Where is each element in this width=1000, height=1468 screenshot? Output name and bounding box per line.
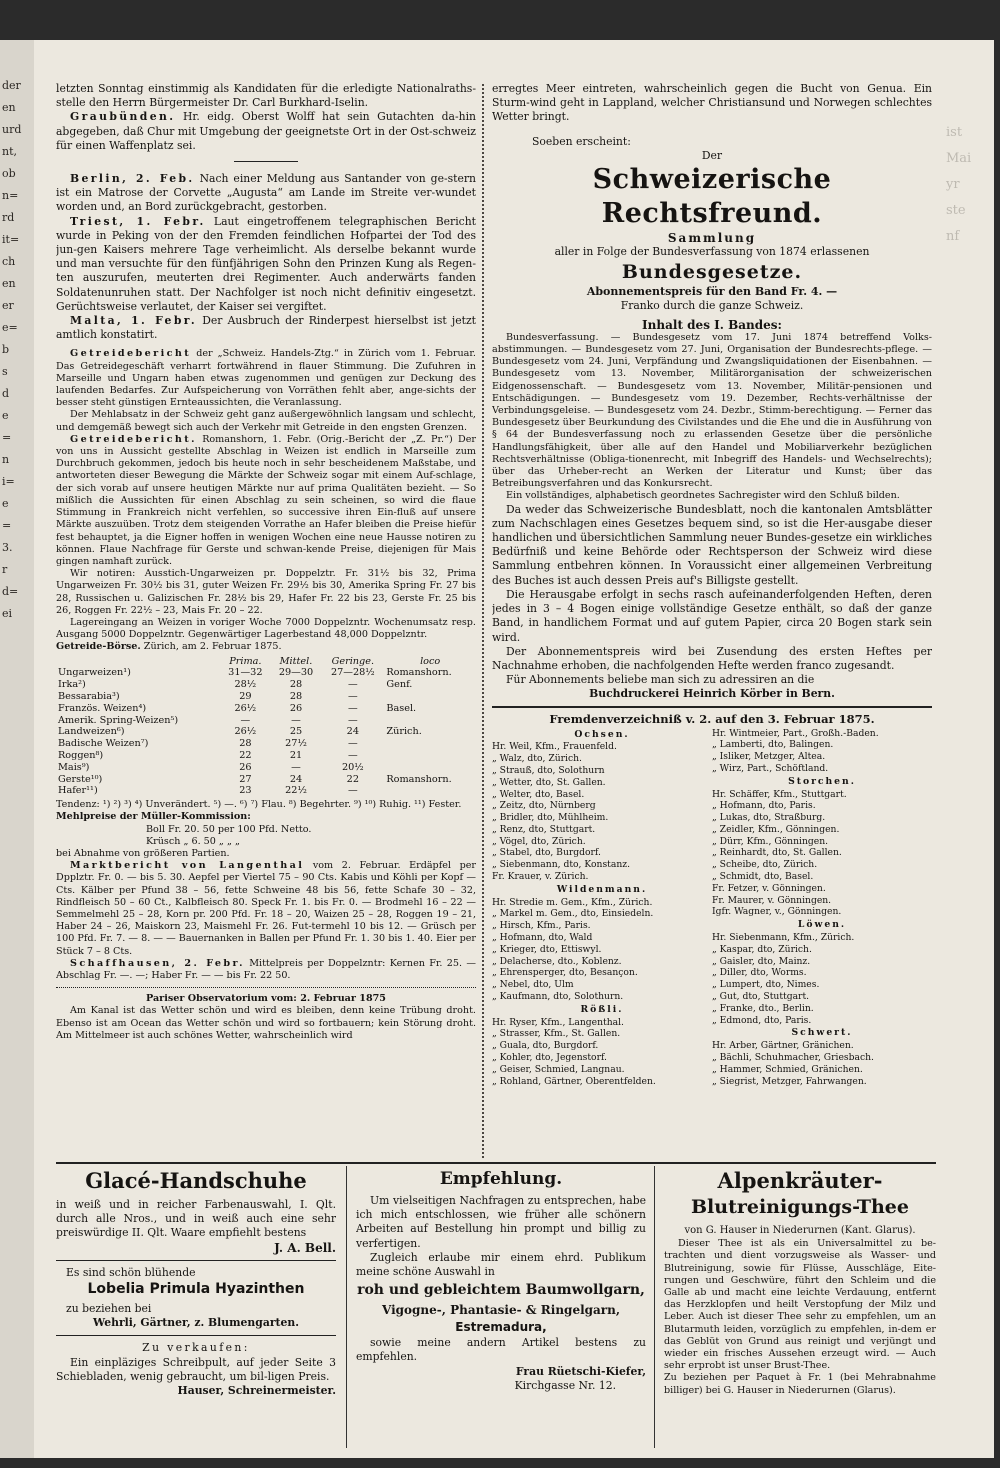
bleed-fragment: yr [946, 177, 960, 192]
article-getr2 [56, 434, 476, 568]
register-text: Ein vollständiges, alphabetisch geordnetes Sachregister wird den Schluß bilden. [506, 490, 900, 502]
franko-label: Franko durch die ganze Schweiz. [620, 299, 804, 313]
guest-entry: „ Dürr, Kfm., Gönningen. [712, 835, 829, 847]
lobelia-signature: Wehrli, Gärtner, z. Blumengarten. [93, 1316, 299, 1330]
boerse-cell: — [347, 690, 358, 702]
prev-page-fragment: nt, [2, 145, 18, 158]
guest-entry: „ Kaspar, dto, Zürich. [712, 943, 812, 955]
boerse-col-header: Mittel. [279, 655, 313, 667]
pult-heading: Zu verkaufen: [142, 1341, 250, 1355]
boerse-cell: — [347, 714, 358, 726]
article-text: der „Schweiz. Handels-Ztg.“ in Zürich vom 1. Februar. Das Getreidegeschäft verharrt fortwährend in flauer Stimmung. Die Zufuhren in Marseille und Ungarn haben etwas zugenommen und genügen zur Deckung des laufenden Bedarfes. Zur Aufspeicherung von Vorräthen fehlt aber, ange-sichts der besser steht günstigen Ernteaussichten, die Veranlassung. [56, 348, 476, 409]
rechtsfreund-advert [492, 135, 932, 702]
boerse-cell: 24 [289, 773, 303, 785]
boerse-header-spacer [56, 656, 220, 668]
boerse-col-header: loco [420, 655, 441, 667]
guest-entry: „ Franke, dto., Berlin. [712, 1002, 814, 1014]
boerse-cell: — [347, 749, 358, 761]
empfehlung-title: Empfehlung. [439, 1169, 563, 1189]
article-malta [56, 314, 476, 342]
boerse-cell: 21 [289, 749, 303, 761]
ads-top-rule [56, 1162, 936, 1164]
guest-entry: Hr. Siebenmann, Kfm., Zürich. [712, 932, 855, 944]
baumwollgarn-line: roh und gebleichtem Baumwollgarn, [357, 1282, 645, 1299]
ad-divider-2 [654, 1166, 655, 1448]
boerse-cell: Zürich. [386, 726, 422, 738]
ad-separator [56, 1260, 336, 1261]
prev-page-fragment: der [2, 79, 21, 92]
boerse-cell: Genf. [386, 679, 413, 691]
ads-middle-column [356, 1168, 646, 1448]
article-getr1b [56, 409, 476, 433]
prev-page-fragment: = [2, 519, 12, 532]
fremdenverzeichnis-heading [492, 706, 932, 726]
article-text: Laut eingetroffenem telegraphischen Bericht wurde in Peking von der den Fremden feindlichen Hofpartei der Tod des jun-gen Kaisers mehrere Tage verheimlicht. Als derselbe bekannt wurde und man versuchte für den fünfjährigen Sohn den Prinzen Kung als Regen-ten auszurufen, meuterten drei Regimenter. Auch anderwärts fanden Soldatenunruhen statt. Der Nachfolger ist noch nicht definitiv eingesetzt. Gerüchtsweise verlautet, der Kaiser sei vergiftet. [56, 214, 476, 313]
alpen-title-2: Blutreinigungs-Thee [691, 1196, 909, 1218]
lobelia-bezug: zu beziehen bei [66, 1302, 152, 1316]
glace-title: Glacé-Handschuhe [85, 1168, 307, 1193]
article-heading: Schaffhausen, 2. Febr. [70, 957, 245, 969]
boerse-cell: 28½ [234, 679, 257, 691]
guest-entry: „ Scheibe, dto, Zürich. [712, 859, 818, 871]
bleed-fragment: nf [946, 229, 960, 244]
column-divider [482, 84, 484, 1158]
pult-text: Ein einpläziges Schreibpult, auf jeder Seite 3 Schiebladen, wenig gebraucht, um bil-ligen Preis. [56, 1355, 336, 1383]
boerse-cell: — [347, 679, 358, 691]
boerse-place: Zürich, am 2. Februar 1875. [143, 641, 282, 653]
boerse-cell: 27 [239, 773, 252, 785]
prev-page-fragment: n= [2, 189, 19, 202]
fremden-left-list [492, 728, 712, 1088]
boerse-cell: Romanshorn. [386, 667, 452, 679]
empfehlung-p1: Um vielseitigen Nachfragen zu entsprechen, habe ich mich entschlossen, wie früher alle schönern Arbeiten auf Bestellung hin prompt und billig zu verfertigen. [356, 1194, 646, 1250]
guest-entry: Hr. Stredie m. Gem., Kfm., Zürich. [492, 896, 653, 908]
alpen-text: Dieser Thee ist als ein Universalmittel zu be-trachten und dient vorzugsweise als Wasser- und Blutreinigung, sowie für Flüsse, Ausschläge, Eite-rungen und Geschwüre, führt den Schleim und die Galle ab und macht eine leichte Verdauung, entfernt das Herzklopfen und heilt Verstopfung der Milz und Leber. Auch ist dieser Thee sehr zu empfehlen, um an Blutarmuth leiden, vorzüglich zu empfehlen, in-dem er das Geblüt von Grund aus reinigt und verjüngt und wieder ein frisches Aussehen erzeugt wird. — Auch sehr erprobt ist unser Brust-Thee. [664, 1238, 936, 1372]
right-column [492, 82, 932, 1162]
boerse-table [56, 656, 476, 798]
soeben-label: Soeben erscheint: [532, 134, 631, 148]
article-getr2b [56, 568, 476, 617]
next-page-bleed [946, 120, 986, 420]
article-text: Der Ausbruch der Rinderpest hierselbst ist jetzt amtlich konstatirt. [56, 314, 476, 342]
mehl-row: Krüsch „ 6. 50 „ „ „ [146, 835, 240, 847]
prev-page-fragment: n [2, 453, 10, 466]
guest-entry: „ Diller, dto, Worms. [712, 967, 807, 979]
boerse-cell: 27½ [285, 738, 307, 750]
prev-page-fragment: d= [2, 585, 19, 598]
prev-page-fragment: e= [2, 321, 18, 334]
article-text: Wir notiren: Ausstich-Ungarweizen pr. Doppelztr. Fr. 31½ bis 32, Prima Ungarweizen Fr. 30½ bis 31, guter Weizen Fr. 29½ bis 30, Amerika Spring Fr. 27 bis 28, Russischen u. Galizischen Fr. 28½ bis 29, Hafer Fr. 22 bis 23, Gerste Fr. 25 bis 26, Roggen Fr. 22½ – 23, Mais Fr. 20 – 22. [56, 568, 476, 616]
boerse-cell [384, 691, 476, 703]
guest-entry: „ Vögel, dto, Zürich. [492, 835, 586, 847]
boerse-cell: 28 [289, 690, 303, 702]
boerse-cell: 26 [289, 702, 303, 714]
boerse-col-header: Prima. [229, 655, 262, 667]
ad-divider-1 [346, 1166, 347, 1448]
hotel-name: Rößli. [580, 1003, 624, 1015]
boerse-header-row [56, 656, 476, 668]
boerse-cell: 26 [239, 761, 252, 773]
boerse-col-header: Geringe. [331, 655, 375, 667]
article-berlin [56, 172, 476, 215]
boerse-cell: Romanshorn. [386, 773, 452, 785]
article-text: Lagereingang an Weizen in voriger Woche 7000 Doppelzntr. Wochenumsatz resp. Ausgang 5000 Doppelzntr. Gegenwärtiger Lagerbestand 48,000 Doppelzntr. [56, 616, 476, 641]
article-heading: Getreidebericht [70, 348, 192, 360]
section-rule [56, 987, 476, 988]
ads-right-column [664, 1168, 936, 1448]
boerse-cell: — [240, 714, 251, 726]
prev-page-fragment: er [2, 299, 14, 312]
boerse-row [56, 785, 476, 797]
article-schaff [56, 958, 476, 982]
boerse-cell: Basel. [386, 702, 417, 714]
prev-page-fragment: ei [2, 607, 13, 620]
boerse-cell [384, 762, 476, 774]
previous-page-edge [0, 40, 34, 1458]
guest-entry: „ Wirz, Part., Schöftland. [712, 762, 829, 774]
guest-entry: Fr. Krauer, v. Zürich. [492, 871, 589, 883]
rechtsfreund-p1: Da weder das Schweizerische Bundesblatt, noch die kantonalen Amtsblätter zum Nachschlagen eines Gesetzes bequem sind, so ist die Her-ausgabe dieser handlichen und übersichtlichen Sammlung neuer Bundes-gesetze ein wirkliches Bedürfniß und keine Behörde oder Rechtsperson der Schweiz wird diese Sammlung entbehren können. In Voraussicht einer allgemeinen Verbreitung des Buches ist auch dessen Preis auf's Billigste gestellt. [492, 502, 932, 587]
prev-page-fragment: ch [2, 255, 16, 268]
abo-price: Abonnementspreis für den Band Fr. 4. — [586, 285, 838, 299]
guest-entry: „ Gut, dto, Stuttgart. [712, 991, 810, 1003]
guest-entry: „ Schmidt, dto, Basel. [712, 871, 814, 883]
article-markt [56, 860, 476, 958]
rechtsfreund-p4: Für Abonnements beliebe man sich zu adressiren an die [506, 673, 815, 687]
boerse-cell: 22½ [285, 785, 307, 797]
boerse-cell: 26½ [234, 726, 257, 738]
guest-entry: Hr. Schäffer, Kfm., Stuttgart. [712, 788, 847, 800]
boerse-cell: 28 [289, 679, 303, 691]
fremden-right-list [712, 728, 932, 1088]
guest-entry: „ Reinhardt, dto, St. Gallen. [712, 847, 842, 859]
empfehlung-p2: Zugleich erlaube mir einem ehrd. Publikum meine schöne Auswahl in [356, 1250, 646, 1279]
article-text: Der Mehlabsatz in der Schweiz geht ganz außergewöhnlich langsam und schlecht, und demgemäß bewegt sich auch der Verkehr mit Getreide in den engsten Grenzen. [56, 409, 476, 433]
guest-entry: „ Krieger, dto, Ettiswyl. [492, 943, 602, 955]
ads-left-column [56, 1168, 336, 1448]
article-text: letzten Sonntag einstimmig als Kandidaten für die erledigte Nationalraths-stelle den Herrn Bürgermeister Dr. Carl Burkhard-Iselin. [56, 82, 476, 110]
prev-page-fragment: rd [2, 211, 15, 224]
prev-page-fragment: en [2, 101, 16, 114]
guest-entry: „ Kaufmann, dto, Solothurn. [492, 991, 624, 1003]
article-getr2c [56, 617, 476, 641]
boerse-cell: — [291, 714, 301, 726]
boerse-cell: 22 [346, 773, 359, 785]
guest-entry: Hr. Wintmeier, Part., Großh.-Baden. [712, 727, 879, 739]
article-graub [56, 110, 476, 153]
vigogne-line: Vigogne-, Phantasie- & Ringelgarn, [381, 1303, 621, 1318]
guest-entry: „ Geiser, Schmied, Langnau. [492, 1063, 625, 1075]
boerse-cell: 28 [239, 738, 252, 750]
guest-entry: „ Edmond, dto, Paris. [712, 1014, 812, 1026]
guest-entry: „ Bridler, dto, Mühlheim. [492, 812, 609, 824]
guest-entry: „ Isliker, Metzger, Altea. [712, 751, 826, 763]
guest-entry: Hr. Ryser, Kfm., Langenthal. [492, 1016, 624, 1028]
guest-entry: „ Hofmann, dto, Paris. [712, 800, 816, 812]
prev-page-fragment: en [2, 277, 16, 290]
guest-entry: „ Guala, dto, Burgdorf. [492, 1040, 599, 1052]
guest-entry: „ Strasser, Kfm., St. Gallen. [492, 1028, 621, 1040]
aller-label: aller in Folge der Bundesverfassung von 1874 erlassenen [554, 245, 870, 259]
article-heading: Malta, 1. Febr. [70, 314, 198, 328]
prev-page-fragment: r [2, 563, 8, 576]
rechtsfreund-title: Schweizerische Rechtsfreund. [592, 164, 832, 230]
boerse-cell: Landweizen⁶) [58, 726, 125, 738]
guest-entry: „ Walz, dto, Zürich. [492, 753, 582, 765]
hotel-name: Schwert. [791, 1027, 853, 1039]
guest-entry: „ Bächli, Schuhmacher, Griesbach. [712, 1052, 874, 1064]
boerse-row [56, 691, 476, 703]
boerse-row [56, 726, 476, 738]
prev-page-fragment: it= [2, 233, 20, 246]
prev-page-fragment: 3. [2, 541, 13, 554]
boerse-cell: Roggen⁸) [58, 749, 104, 761]
boerse-cell [384, 785, 476, 797]
sammlung-label: Sammlung [667, 231, 757, 246]
boerse-cell: Bessarabia³) [58, 690, 120, 702]
article-text: Hr. eidg. Oberst Wolff hat sein Gutachten da-hin abgegeben, daß Chur mit Umgebung der geeignetste Ort in der Ost-schweiz für einen Waffenplatz sei. [56, 110, 476, 152]
boerse-cell: — [347, 785, 358, 797]
bleed-fragment: Mai [946, 151, 972, 166]
hotel-name: Ochsen. [574, 728, 630, 740]
guest-entry: Fr. Fetzer, v. Gönningen. [712, 882, 826, 894]
prev-page-fragment: = [2, 431, 12, 444]
der-label: Der [701, 148, 723, 162]
observatorium-text: Am Kanal ist das Wetter schön und wird es bleiben, denn keine Trübung droht. Ebenso ist am Ocean das Wetter schön und wird so fortbauern; kein Störung droht. Am Mittelmeer ist auch schönes Wetter, wahrscheinlich wird [56, 1005, 476, 1041]
guest-entry: „ Welter, dto, Basel. [492, 788, 585, 800]
article-heading: Marktbericht von Langenthal [70, 860, 305, 872]
article-text: Romanshorn, 1. Febr. (Orig.-Bericht der „Z. Pr.“) Der von uns in Aussicht gestellte Abschlag in Weizen ist endlich in Marseille zum Durchbruch gekommen, jedoch bis heute noch in sehr bescheidenem Maßstabe, und antworteten dieser Bewegung die Märkte der Schweiz sogar mit einem Auf-schlage, der sich vorab auf unsere heutigen Märkte nur auf prima Qualitäten bezieht. — So mißlich die Aussichten für einen Abschlag zu sein scheinen, so wird die flaue Stimmung in Frankreich nicht verfehlen, so successive ihren Ein-fluß auf unsere Märkte auszuüben. Trotz dem steigenden Vorrathe an Hafer bleiben die Preise hiefür fest behauptet, ja die Eigner hoffen in wenigen Wochen eine neue Hausse notiren zu können. Flaue Nachfrage für Gerste und schwan-kende Preise, diejenigen für Mais gingen namhaft zurück. [56, 433, 476, 567]
alpen-title-1: Alpenkräuter- [717, 1168, 883, 1193]
guest-entry: Hr. Weil, Kfm., Frauenfeld. [492, 741, 617, 753]
guest-entry: „ Nebel, dto, Ulm [492, 979, 574, 991]
boerse-row [56, 715, 476, 727]
boerse-cell: 23 [239, 785, 252, 797]
boerse-tendenz: Tendenz: ¹) ²) ³) ⁴) Unverändert. ⁵) —. ⁶) ⁷) Flau. ⁸) Begehrter. ⁹) ¹⁰) Ruhig. ¹¹) Fester. [56, 799, 462, 811]
guest-entry: „ Ehrensperger, dto, Besançon. [492, 967, 638, 979]
boerse-cell: Französ. Weizen⁴) [58, 702, 147, 714]
guest-entry: „ Hofmann, dto, Wald [492, 932, 593, 944]
boerse-cell: Mais⁹) [58, 761, 90, 773]
guest-entry: „ Lukas, dto, Straßburg. [712, 812, 826, 824]
guest-entry: Fr. Maurer, v. Gönningen. [712, 894, 832, 906]
inhalt-text: Bundesverfassung. — Bundesgesetz vom 17. Juni 1874 betreffend Volks-abstimmungen. — Bundesgesetz vom 27. Juni, Organisation der Bundesrechts-pflege. — Bundesgesetz vom 24. Juni, Verpfändung und Zwangsliquidationen der Eisenbahnen. — Bundesgesetz vom 13. November, Militärorganisation der schweizerischen Eidgenossenschaft. — Bundesgesetz vom 13. November, Militär-pensionen und Entschädigungen. — Bundesgesetz vom 19. Dezember, Rechts-verhältnisse der Verbindungsgeleise. — Bundesgesetz vom 24. Dezbr., Stimm-berechtigung. — Ferner das Bundesgesetz über Beurkundung des Civilstandes und die Ehe und die in Ausführung von § 64 der Bundesverfassung noch zu erlassenden Gesetze über die persönliche Handlungsfähigkeit, über alle auf den Handel und Mobiliarverkehr bezüglichen Rechtsverhältnisse (Obliga-tionenrecht, mit Inbegriff des Handels- und Wechselrechts); über das Urheber-recht an Werken der Literatur und Kunst; über das Betreibungsverfahren und das Konkursrecht. [492, 331, 932, 490]
rechtsfreund-p2: Die Herausgabe erfolgt in sechs rasch aufeinanderfolgenden Heften, deren jedes in 3 – 4 Bogen einige vollständige Gesetze enthält, so daß der ganze Band, in handlichem Format und auf gutem Papier, circa 20 Bogen stark sein wird. [492, 587, 932, 644]
prev-page-fragment: e [2, 409, 9, 422]
guest-entry: Hr. Arber, Gärtner, Gränichen. [712, 1040, 854, 1052]
pult-signature: Hauser, Schreinermeister. [177, 1384, 336, 1398]
hotel-name: Storchen. [788, 775, 856, 787]
mehl-note: bei Abnahme von größeren Partien. [56, 847, 230, 859]
prev-page-fragment: e [2, 497, 9, 510]
boerse-cell: — [347, 738, 358, 750]
guest-entry: „ Markel m. Gem., dto, Einsiedeln. [492, 908, 654, 920]
guest-entry: „ Delacherse, dto., Koblenz. [492, 955, 622, 967]
empfehlung-p3: sowie meine andern Artikel bestens zu empfehlen. [356, 1336, 646, 1364]
boerse-cell: — [291, 761, 301, 773]
boerse-cell: Badische Weizen⁷) [58, 738, 149, 750]
alpen-bezug: Zu beziehen per Paquet à Fr. 1 (bei Mehrabnahme billiger) bei G. Hauser in Niederurnen (Glarus). [664, 1372, 936, 1396]
boerse-cell [384, 750, 476, 762]
estremadura-line: Estremadura, [455, 1320, 547, 1335]
lobelia-title: Lobelia Primula Hyazinthen [87, 1281, 305, 1298]
guest-entry: „ Zeidler, Kfm., Gönningen. [712, 823, 840, 835]
weather-continued: erregtes Meer eintreten, wahrscheinlich gegen die Bucht von Genua. Ein Sturm-wind geht in Lappland, welcher Christiansund und Norwegen schlechtes Wetter bringt. [492, 82, 932, 124]
boerse-row [56, 774, 476, 786]
boerse-cell: 31—32 [228, 667, 263, 679]
fremdenverzeichnis [492, 728, 932, 1088]
guest-entry: „ Lumpert, dto, Nimes. [712, 979, 820, 991]
boerse-cell: 27—28½ [330, 667, 375, 679]
guest-entry: „ Siebenmann, dto, Konstanz. [492, 859, 631, 871]
guest-entry: „ Hirsch, Kfm., Paris. [492, 920, 591, 932]
boerse-cell [384, 715, 476, 727]
article-nat [56, 82, 476, 110]
boerse-cell: 29 [239, 690, 252, 702]
empfehlung-address: Kirchgasse Nr. 12. [514, 1378, 616, 1392]
hotel-name: Wildenmann. [556, 883, 648, 895]
verlag-name: Buchdruckerei Heinrich Körber in Bern. [589, 687, 835, 701]
hotel-name: Löwen. [797, 919, 847, 931]
boerse-row [56, 750, 476, 762]
article-heading: Berlin, 2. Feb. [70, 172, 195, 186]
rechtsfreund-p3: Der Abonnementspreis wird bei Zusendung des ersten Heftes per Nachnahme erhoben, die nachfolgenden Hefte werden franco zugesandt. [492, 644, 932, 672]
boerse-row [56, 667, 476, 679]
article-getr1 [56, 348, 476, 409]
boerse-row [56, 738, 476, 750]
lobelia-intro: Es sind schön blühende [66, 1265, 196, 1279]
guest-entry: „ Strauß, dto, Solothurn [492, 764, 605, 776]
boerse-cell: Hafer¹¹) [58, 785, 98, 797]
guest-entry: Igfr. Wagner, v., Gönningen. [712, 906, 842, 918]
boerse-cell: 25 [289, 726, 303, 738]
guest-entry: „ Kohler, dto, Jegenstorf. [492, 1052, 607, 1064]
prev-page-fragment: d [2, 387, 10, 400]
guest-entry: „ Wetter, dto, St. Gallen. [492, 776, 606, 788]
boerse-heading [56, 641, 476, 653]
article-heading: Getreidebericht. [70, 433, 197, 445]
alpen-von: von G. Hauser in Niederurnen (Kant. Glarus). [684, 1225, 916, 1236]
boerse-cell: Amerik. Spring-Weizen⁵) [58, 714, 179, 726]
boerse-cell: 22 [239, 749, 252, 761]
prev-page-fragment: b [2, 343, 10, 356]
boerse-cell: 24 [346, 726, 359, 738]
boerse-row [56, 703, 476, 715]
boerse-cell: 29—30 [278, 667, 314, 679]
glace-signature: J. A. Bell. [274, 1240, 336, 1255]
boerse-title: Getreide-Börse. [56, 641, 141, 653]
boerse-cell: Irka²) [58, 679, 86, 691]
guest-entry: „ Stabel, dto, Burgdorf. [492, 847, 601, 859]
guest-entry: „ Renz, dto, Stuttgart. [492, 823, 596, 835]
guest-entry: „ Hammer, Schmied, Gränichen. [712, 1063, 863, 1075]
boerse-row [56, 762, 476, 774]
boerse-cell: 20½ [341, 761, 364, 773]
fremdenverzeichnis-title: Fremdenverzeichniß v. 2. auf den 3. Februar 1875. [549, 711, 875, 726]
article-text: vom 2. Februar. Erdäpfel per Dpplztr. Fr. 0. — bis 5. 30. Aepfel per Viertel 75 – 90 Cts. Kabis und Köhli per Kopf — Cts. Kälber per Pfund 38 – 56, fette Schweine 48 bis 56, fette Schafe 30 – 32, Rindfleisch 50 – 60 Ct., Kalbfleisch 80. Speck Fr. 1. bis Fr. 0. — Brodmehl 16 – 22 — Semmelmehl 25 – 28, Korn pr. 200 Pfd. Fr. 18 – 20, Waizen 25 – 28, Roggen 19 – 21, Haber 24 – 26, Maiskorn 23, Maismehl Fr. 26. Fut-termehl 10 bis 12. — Grüsch per 100 Pfd. Fr. 7. — 8. — — Bauernanken in Ballen per Pfund Fr. 1. 30 bis 1. 40. Eier per Stück 7 – 8 Cts. [56, 860, 476, 957]
bundesgesetze-title: Bundesgesetze. [621, 261, 803, 284]
boerse-cell: 26½ [234, 702, 257, 714]
boerse-cell: Gerste¹⁰) [58, 773, 103, 785]
article-triest [56, 215, 476, 314]
article-text: Nach einer Meldung aus Santander von ge-stern ist ein Matrose der Corvette „Augusta“ am Lande im Streite ver-wundet worden und, an Bord zurückgebracht, gestorben. [56, 172, 476, 214]
guest-entry: „ Gaisler, dto, Mainz. [712, 955, 811, 967]
ad-separator [56, 1335, 336, 1336]
boerse-cell: Ungarweizen¹) [58, 667, 131, 679]
inhalt-heading: Inhalt des I. Bandes: [642, 317, 782, 332]
boerse-row [56, 679, 476, 691]
left-column [56, 82, 476, 1162]
article-text: Mittelpreis per Doppelzntr: Kernen Fr. 25. — Abschlag Fr. —. —; Haber Fr. — — bis Fr. 22 50. [56, 957, 476, 981]
boerse-cell: — [347, 702, 358, 714]
mehl-heading: Mehlpreise der Müller-Kommission: [56, 811, 251, 823]
boerse-cell [384, 738, 476, 750]
article-heading: Graubünden. [70, 110, 176, 124]
article-heading: Triest, 1. Febr. [70, 214, 206, 228]
bleed-fragment: ist [946, 125, 963, 140]
guest-entry: „ Lamberti, dto, Balingen. [712, 739, 834, 751]
prev-page-fragment: s [2, 365, 8, 378]
mehl-row: Boll Fr. 20. 50 per 100 Pfd. Netto. [146, 823, 312, 835]
prev-page-fragment: i= [2, 475, 15, 488]
prev-page-fragment: ob [2, 167, 16, 180]
guest-entry: „ Rohland, Gärtner, Oberentfelden. [492, 1075, 656, 1087]
guest-entry: „ Siegrist, Metzger, Fahrwangen. [712, 1075, 867, 1087]
prev-page-fragment: urd [2, 123, 22, 136]
glace-text: in weiß und in reicher Farbenauswahl, I. Qlt. durch alle Nros., und in weiß auch eine sehr preiswürdige II. Qlt. Waare empfiehlt bestens [56, 1198, 336, 1240]
guest-entry: „ Zeitz, dto, Nürnberg [492, 800, 596, 812]
newspaper-page [34, 40, 994, 1458]
empfehlung-signature: Frau Rüetschi-Kiefer, [515, 1364, 646, 1378]
observatorium-heading: Pariser Observatorium vom: 2. Februar 1875 [146, 993, 386, 1005]
section-rule [234, 161, 298, 162]
bleed-fragment: ste [946, 203, 966, 218]
